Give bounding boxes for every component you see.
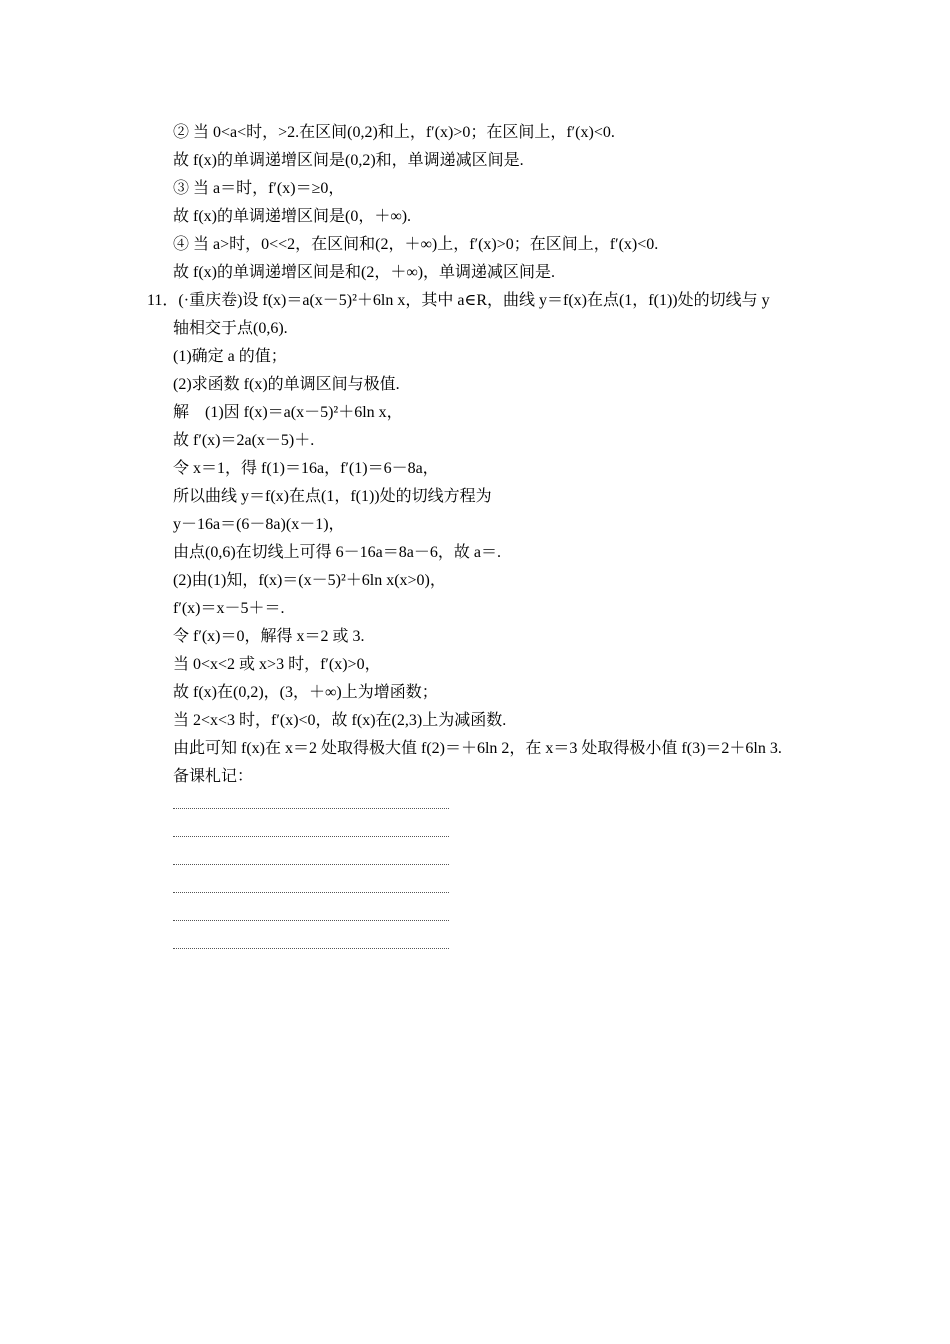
text-line: 当 2<x<3 时，f′(x)<0，故 f(x)在(2,3)上为减函数. xyxy=(173,712,507,729)
text-line: 所以曲线 y＝f(x)在点(1，f(1))处的切线方程为 xyxy=(173,488,492,505)
text-line: 故 f(x)的单调递增区间是(0,2)和，单调递减区间是. xyxy=(173,152,524,169)
text-line: 由点(0,6)在切线上可得 6－16a＝8a－6，故 a＝. xyxy=(173,544,501,561)
note-rule xyxy=(173,948,449,949)
text-line: 轴相交于点(0,6). xyxy=(173,320,288,337)
solution-heading: 解 (1)因 f(x)＝a(x－5)²＋6ln x， xyxy=(173,404,403,421)
note-rule xyxy=(173,920,449,921)
problem-statement: 11．(·重庆卷)设 f(x)＝a(x－5)²＋6ln x，其中 a∈R，曲线 y＝f(x)在点(1，f(1))处的切线与 y xyxy=(147,292,770,309)
text-line: (1)确定 a 的值； xyxy=(173,348,287,365)
text-line: 故 f(x)的单调递增区间是(0，＋∞). xyxy=(173,208,412,225)
text-line: 故 f(x)的单调递增区间是和(2，＋∞)，单调递减区间是. xyxy=(173,264,556,281)
text-line: y－16a＝(6－8a)(x－1)， xyxy=(173,516,345,533)
note-rule xyxy=(173,892,449,893)
notes-label: 备课札记： xyxy=(173,768,254,785)
text-line: 当 0<x<2 或 x>3 时，f′(x)>0， xyxy=(173,656,381,673)
text-line: 由此可知 f(x)在 x＝2 处取得极大值 f(2)＝＋6ln 2，在 x＝3 处取得极小值 f(3)＝2＋6ln 3. xyxy=(173,740,782,757)
text-line: (2)由(1)知，f(x)＝(x－5)²＋6ln x(x>0)， xyxy=(173,572,446,589)
text-line: 令 f′(x)＝0，解得 x＝2 或 3. xyxy=(173,628,365,645)
text-line: ② 当 0<a<时，>2.在区间(0,2)和上，f′(x)>0；在区间上，f′(x)<0. xyxy=(173,124,615,141)
text-line: 故 f(x)在(0,2)，(3，＋∞)上为增函数； xyxy=(173,684,438,701)
note-rule xyxy=(173,836,449,837)
text-line: ③ 当 a＝时，f′(x)＝≥0， xyxy=(173,180,345,197)
text-line: 故 f′(x)＝2a(x－5)＋. xyxy=(173,432,315,449)
note-rule xyxy=(173,864,449,865)
note-rule xyxy=(173,808,449,809)
text-line: ④ 当 a>时，0<<2，在区间和(2，＋∞)上，f′(x)>0；在区间上，f′(x)<0. xyxy=(173,236,659,253)
text-line: f′(x)＝x－5＋＝. xyxy=(173,600,285,617)
text-line: 令 x＝1，得 f(1)＝16a，f′(1)＝6－8a， xyxy=(173,460,439,477)
text-line: (2)求函数 f(x)的单调区间与极值. xyxy=(173,376,400,393)
